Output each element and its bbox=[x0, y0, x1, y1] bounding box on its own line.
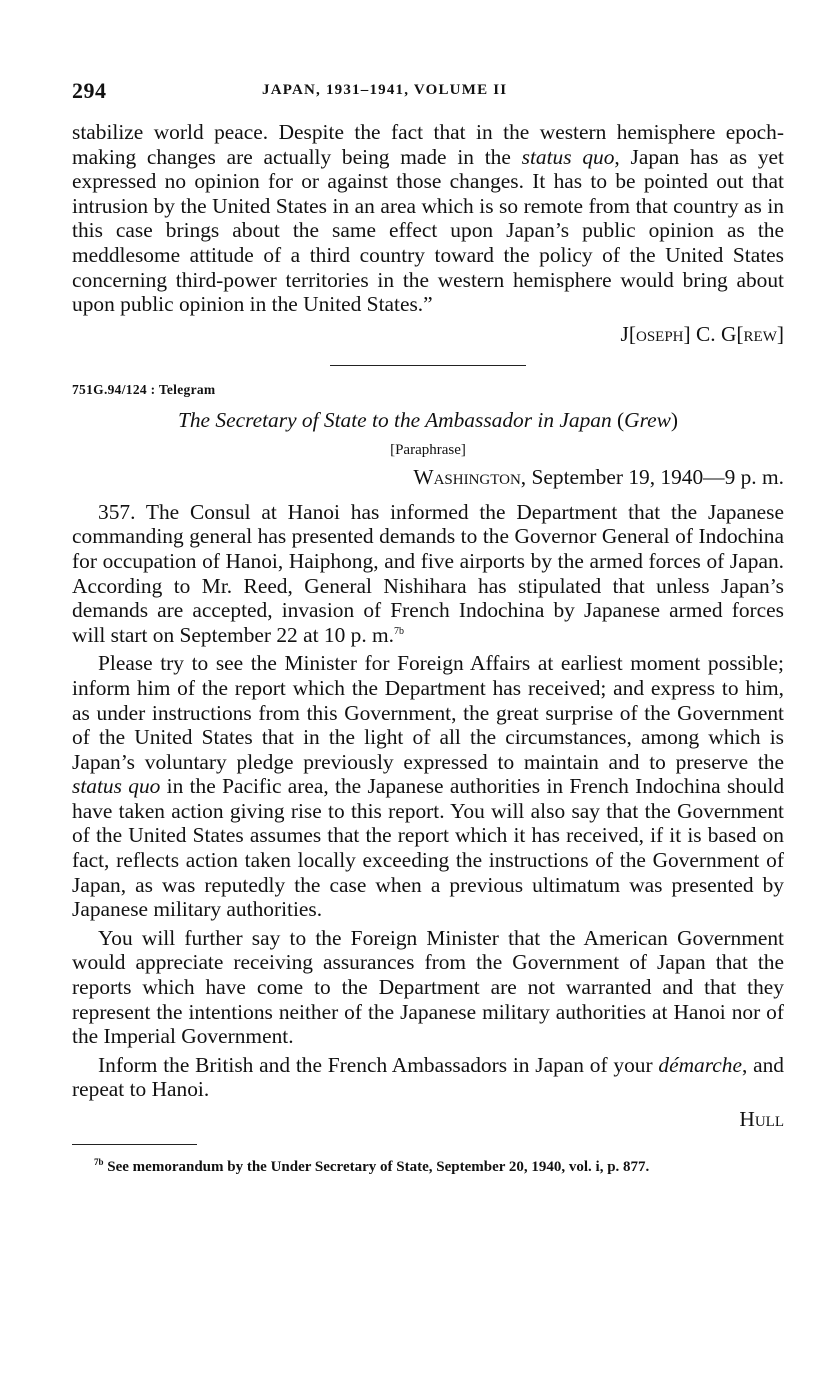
footnote-marker: 7b bbox=[394, 625, 404, 637]
heading-text: The Secretary of State to the Ambassador in Japan bbox=[177, 407, 618, 432]
text-run: stabilize world peace. Despite the fact that in the western hemisphere epoch-making changes are actually being made in the bbox=[72, 120, 784, 169]
body-paragraph-2 bbox=[72, 651, 784, 922]
text-run: , Japan has as yet expressed no opinion for or against those changes. It has to be pointed out that intrusion by the United States in an area which is so remote from that country as in this case brings about the same effect upon Japan’s public opinion as the meddlesome attitude of a third country toward the policy of the United States concerning third-power territories in the western hemisphere would bring about upon public opinion in the United States.” bbox=[72, 144, 784, 317]
signature-part: C. G bbox=[696, 321, 737, 346]
body-paragraph-4 bbox=[72, 1053, 784, 1102]
file-reference: 751G.94/124 : Telegram bbox=[72, 381, 216, 397]
document-page bbox=[72, 78, 784, 1192]
text-run: Inform the British and the French Ambassadors in Japan of your bbox=[98, 1052, 659, 1077]
hull-signature: Hull bbox=[739, 1107, 784, 1131]
section-divider bbox=[330, 365, 526, 366]
text-run: in the Pacific area, the Japanese authorities in French Indochina should have taken action giving rise to this report. You will also say that the Government of the United States assumes that the report which it has received, if it is based on fact, reflects action taken locally exceeding the instructions of the Government of Japan, as was reputedly the case when a previous ultimatum was presented by Japanese military authorities. bbox=[72, 774, 785, 922]
footnote-number: 7b bbox=[94, 1157, 104, 1167]
heading-paren: ) bbox=[670, 407, 679, 432]
paraphrase-label: [Paraphrase] bbox=[390, 441, 466, 458]
signature-part: rew bbox=[743, 321, 777, 346]
signature-part: oseph bbox=[636, 321, 684, 346]
text-run: Please try to see the Minister for Foreign Affairs at earliest moment possible; inform him of the report which the Department has received; and express to him, as under instructions from this Government, the great surprise of the Government of the United States that in the light of all the circumstances, among which is Japan’s voluntary pledge previously expressed to maintain and to preserve the bbox=[72, 651, 784, 774]
text-run: , and repeat to Hanoi. bbox=[72, 1052, 784, 1102]
body-paragraph-1 bbox=[72, 500, 784, 648]
body-paragraph-3 bbox=[72, 926, 784, 1049]
footnote bbox=[72, 1157, 784, 1177]
footnote-text: See memorandum by the Under Secretary of State, September 20, 1940, vol. i, p. 877. bbox=[103, 1159, 650, 1175]
heading-name: Grew bbox=[624, 407, 671, 432]
telegram-body bbox=[72, 500, 784, 1102]
grew-signature: J[oseph] C. G[rew] bbox=[620, 321, 784, 346]
italic-text-run: status quo bbox=[521, 144, 615, 169]
continued-paragraph bbox=[72, 120, 784, 317]
text-run: 357. The Consul at Hanoi has informed the Department that the Japanese commanding general has presented demands to the Governor General of Indochina for occupation of Hanoi, Haiphong, and five airports by the armed forces of Japan. According to Mr. Reed, General Nishihara has stipulated that unless Japan’s demands are accepted, invasion of French Indochina by Japanese armed forces will start on September 22 at 10 p. m. bbox=[72, 499, 784, 647]
running-head bbox=[72, 78, 784, 110]
heading-paren: ( bbox=[617, 407, 625, 432]
signature-part: J bbox=[620, 321, 629, 346]
text-run: You will further say to the Foreign Minister that the American Government would appreciate receiving assurances from the Government of Japan that the reports which have come to the Department are not warranted and that they represent the intentions neither of the Japanese military authorities at Hanoi nor of the Imperial Government. bbox=[72, 925, 784, 1049]
italic-text-run: démarche bbox=[658, 1052, 742, 1077]
italic-text-run: status quo bbox=[72, 774, 161, 799]
footnote-divider bbox=[72, 1144, 197, 1145]
dateline bbox=[72, 465, 784, 490]
document-heading bbox=[72, 408, 784, 433]
running-title: JAPAN, 1931–1941, VOLUME II bbox=[262, 82, 508, 98]
page-number: 294 bbox=[72, 78, 107, 103]
dateline-city: Washington bbox=[413, 464, 521, 489]
dateline-date: , September 19, 1940—9 p. m. bbox=[520, 464, 784, 489]
